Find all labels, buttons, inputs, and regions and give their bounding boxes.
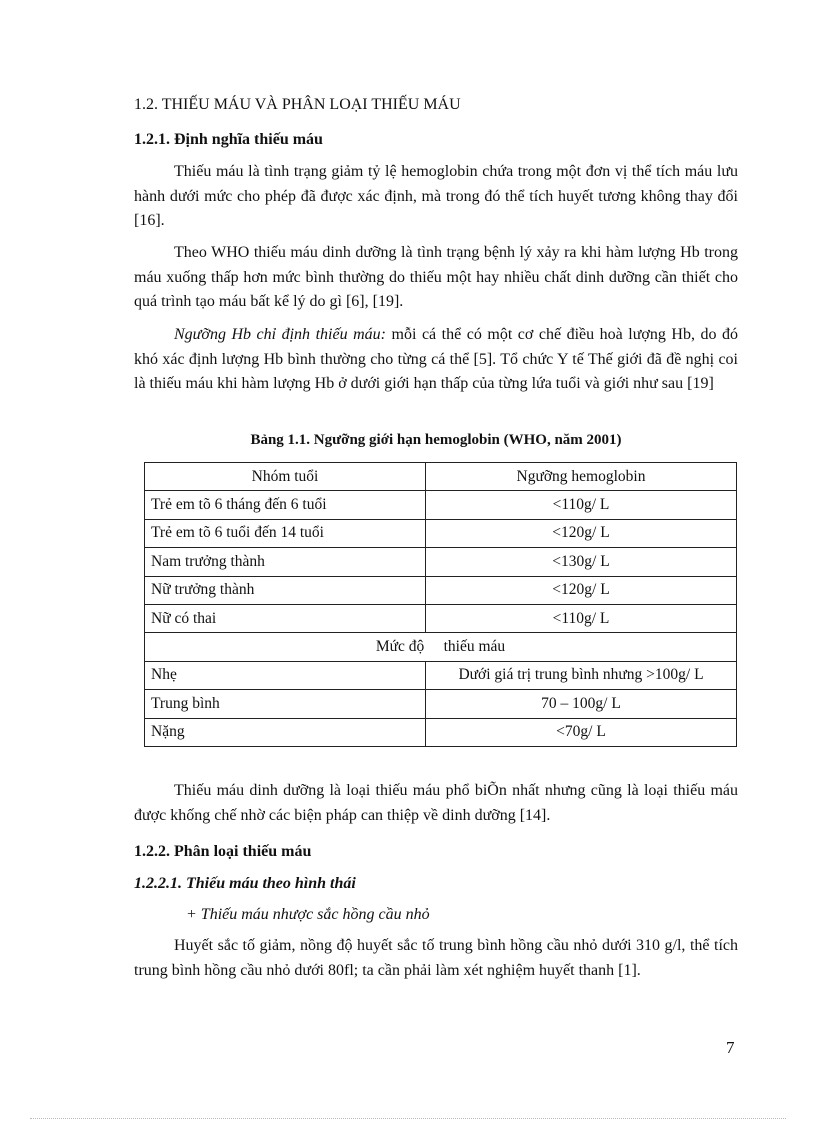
paragraph-who-definition: Theo WHO thiếu máu dinh dưỡng là tình trạng bệnh lý xảy ra khi hàm lượng Hb trong máu xuống thấp hơn mức bình thường do thiếu một hay nhiều chất dinh dưỡng cần thiết cho quá trình tạo máu bất kể lý do gì [6], [19]. bbox=[134, 244, 738, 310]
page-bottom-divider bbox=[30, 1118, 786, 1119]
table-row bbox=[145, 576, 737, 604]
hemoglobin-table bbox=[144, 462, 737, 747]
threshold-cell: <110g/ L bbox=[426, 604, 737, 632]
severity-header-cell: Mức độ thiếu máu bbox=[145, 633, 737, 661]
table-caption: Bảng 1.1. Ngưỡng giới hạn hemoglobin (WHO, năm 2001) bbox=[250, 432, 622, 448]
threshold-cell: <110g/ L bbox=[426, 491, 737, 519]
table-row bbox=[145, 661, 737, 689]
bullet-item: + Thiếu máu nhược sắc hồng cầu nhỏ bbox=[186, 906, 430, 923]
header-cell-threshold: Ngưỡng hemoglobin bbox=[426, 463, 737, 491]
paragraph-nutritional-anemia: Thiếu máu dinh dưỡng là loại thiếu máu phổ biÕn nhất nhưng cũng là loại thiếu máu được khống chế nhờ các biện pháp can thiệp về dinh dưỡng [14]. bbox=[134, 782, 738, 824]
subsection-heading-1-2-2: 1.2.2. Phân loại thiếu máu bbox=[134, 843, 312, 860]
section-heading: 1.2. THIẾU MÁU VÀ PHÂN LOẠI THIẾU MÁU bbox=[134, 96, 461, 113]
header-cell-age-group: Nhóm tuổi bbox=[145, 463, 426, 491]
age-group-cell: Nữ trưởng thành bbox=[145, 576, 426, 604]
paragraph-hb-threshold bbox=[134, 323, 738, 397]
age-group-cell: Trẻ em tõ 6 tuổi đến 14 tuổi bbox=[145, 519, 426, 547]
table-row bbox=[145, 491, 737, 519]
age-group-cell: Nữ có thai bbox=[145, 604, 426, 632]
subsection-heading-1-2-2-1: 1.2.2.1. Thiếu máu theo hình thái bbox=[134, 875, 356, 892]
age-group-cell: Nam trưởng thành bbox=[145, 548, 426, 576]
paragraph-anemia-definition: Thiếu máu là tình trạng giảm tỷ lệ hemoglobin chứa trong một đơn vị thể tích máu lưu hành dưới mức cho phép đã được xác định, mà trong đó thể tích huyết tương không thay đổi [16]. bbox=[134, 163, 738, 229]
table-row bbox=[145, 519, 737, 547]
threshold-cell: <120g/ L bbox=[426, 576, 737, 604]
severity-level-cell: Trung bình bbox=[145, 690, 426, 718]
severity-range-cell: Dưới giá trị trung bình nhưng >100g/ L bbox=[426, 661, 737, 689]
severity-range-cell: 70 – 100g/ L bbox=[426, 690, 737, 718]
severity-level-cell: Nặng bbox=[145, 718, 426, 746]
table-row bbox=[145, 548, 737, 576]
page-number: 7 bbox=[726, 1038, 735, 1057]
hb-threshold-term: Ngưỡng Hb chỉ định thiếu máu: bbox=[174, 326, 386, 343]
threshold-cell: <130g/ L bbox=[426, 548, 737, 576]
hb-threshold-text: mỗi cá thể có một cơ chế điều hoà lượng Hb, do đó khó xác định lượng Hb bình thường cho từng cá thể [5]. Tổ chức Y tế Thế giới đã đề nghị coi là thiếu máu khi hàm lượng Hb ở dưới giới hạn thấp của từng lứa tuổi và giới như sau [19] bbox=[134, 326, 739, 392]
severity-header-row bbox=[145, 633, 737, 661]
severity-range-cell: <70g/ L bbox=[426, 718, 737, 746]
paragraph-hypochromic: Huyết sắc tố giảm, nồng độ huyết sắc tố trung bình hồng cầu nhỏ dưới 310 g/l, thể tích trung bình hồng cầu nhỏ dưới 80fl; ta cần phải làm xét nghiệm huyết thanh [1]. bbox=[134, 937, 738, 979]
severity-level-cell: Nhẹ bbox=[145, 661, 426, 689]
table-row bbox=[145, 718, 737, 746]
table-row bbox=[145, 604, 737, 632]
age-group-cell: Trẻ em tõ 6 tháng đến 6 tuổi bbox=[145, 491, 426, 519]
table-row bbox=[145, 690, 737, 718]
subsection-heading-1-2-1: 1.2.1. Định nghĩa thiếu máu bbox=[134, 131, 323, 148]
table-header-row bbox=[145, 463, 737, 491]
threshold-cell: <120g/ L bbox=[426, 519, 737, 547]
